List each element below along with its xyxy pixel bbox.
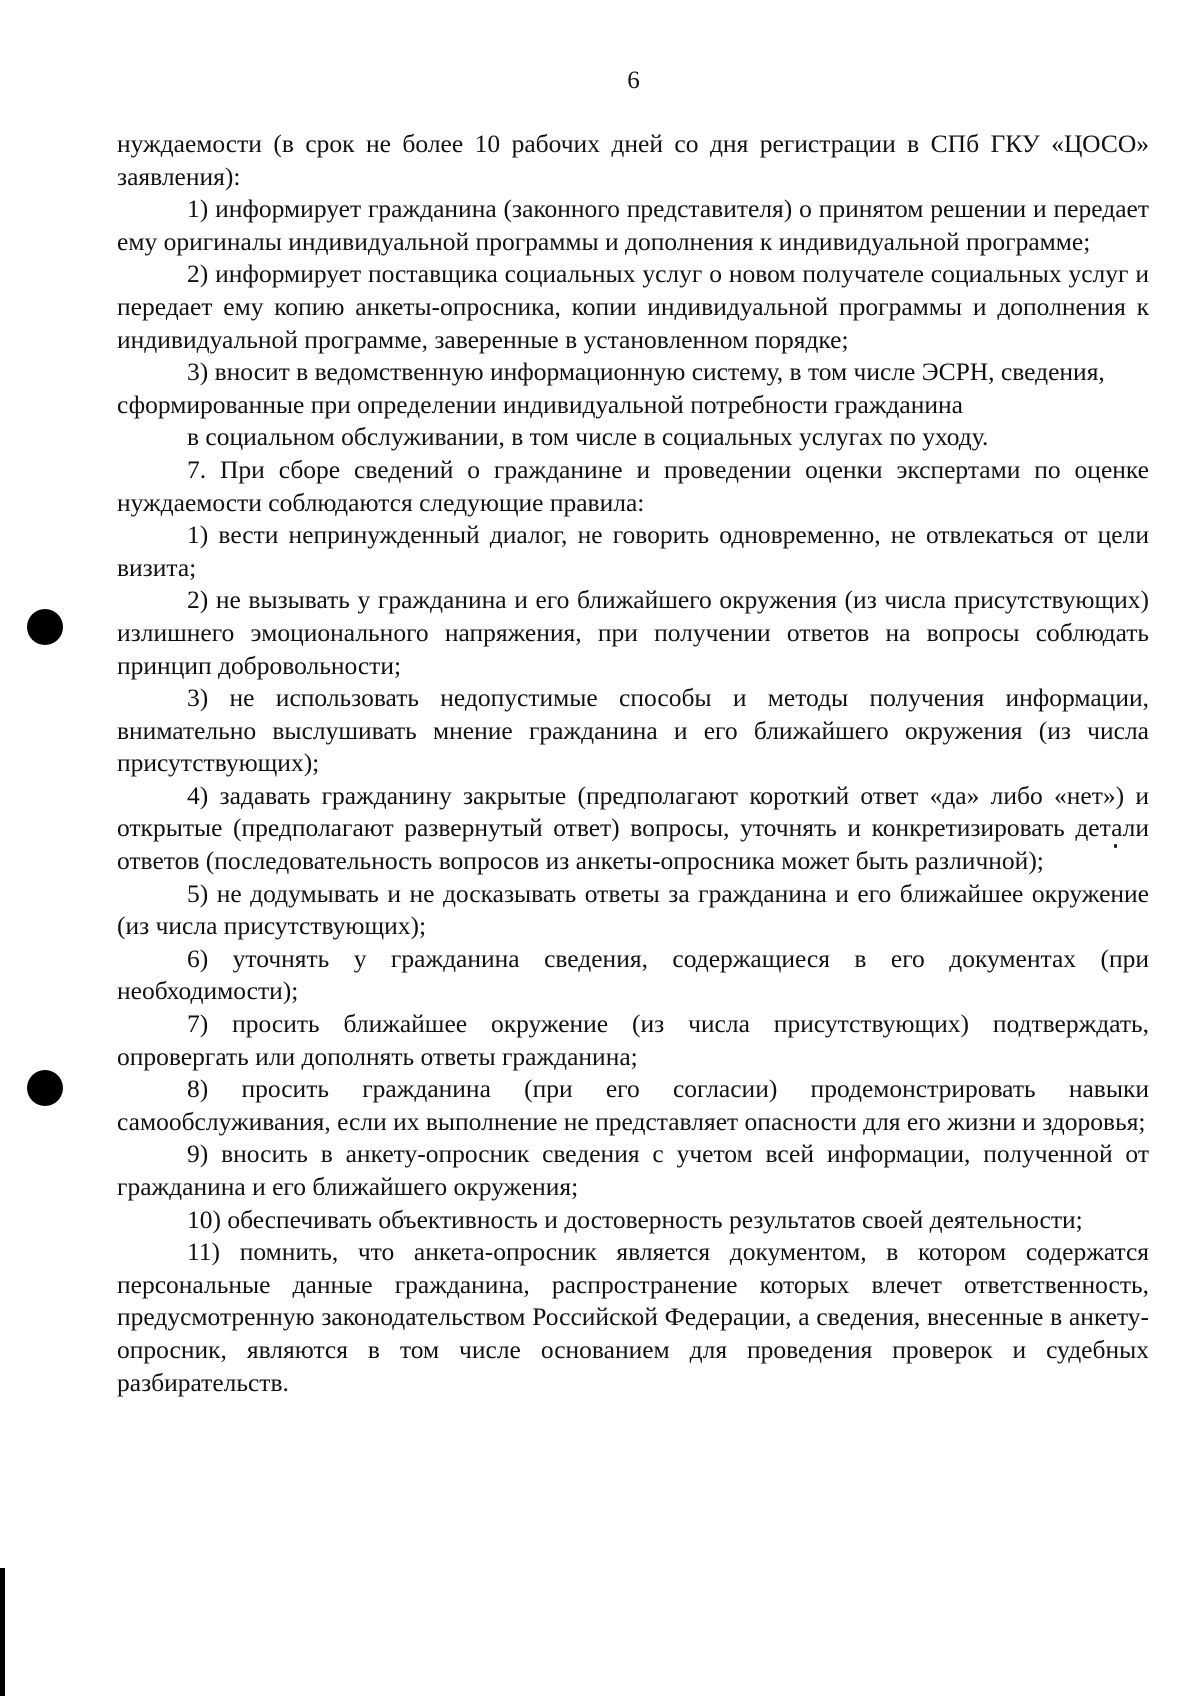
punch-hole-upper [27, 609, 63, 645]
list-item-3-continuation: в социальном обслуживании, в том числе в социальных услугах по уходу. [187, 422, 989, 452]
rule-6-documents: 6) уточнять у гражданина сведения, содержащиеся в его документах (при необходимости); [117, 943, 1149, 1006]
scan-speck [1114, 844, 1117, 848]
section-7-rules-heading: 7. При сборе сведений о гражданине и проведении оценки экспертами по оценке нуждаемости соблюдаются следующие правила: [117, 454, 1149, 517]
rule-8-self-care: 8) просить гражданина (при его согласии) продемонстрировать навыки самообслуживания, если их выполнение не представляет опасности для его жизни и здоровья; [117, 1074, 1149, 1136]
rule-7-confirm: 7) просить ближайшее окружение (из числа присутствующих) подтверждать, опровергать или дополнять ответы гражданина; [117, 1009, 1149, 1071]
rule-11-personal-data: 11) помнить, что анкета-опросник является документом, в котором содержатся персональные данные гражданина, распространение которых влечет ответственность, предусмотренную законодательством Российской Федерации, а сведения, внесенные в анкету-опросник, являются в том числе основанием для проведения проверок и судебных разбирательств. [117, 1237, 1149, 1397]
rule-2-no-tension: 2) не вызывать у гражданина и его ближайшего окружения (из числа присутствующих) излишнего эмоционального напряжения, при получении ответов на вопросы соблюдать принцип добровольности; [117, 585, 1149, 680]
list-item-1-inform-citizen: 1) информирует гражданина (законного представителя) о принятом решении и передает ему оригиналы индивидуальной программы и дополнения к индивидуальной программе; [117, 194, 1149, 256]
punch-hole-lower [27, 1070, 63, 1106]
rule-1-dialog: 1) вести непринужденный диалог, не говорить одновременно, не отвлекаться от цели визита; [117, 520, 1149, 582]
rule-9-questionnaire: 9) вносить в анкету-опросник сведения с учетом всей информации, полученной от гражданина и его ближайшего окружения; [117, 1139, 1149, 1201]
page-number: 6 [627, 67, 640, 94]
list-item-3-enter-system: 3) вносит в ведомственную информационную систему, в том числе ЭСРН, сведения, сформированные при определении индивидуальной потребности гражданина [117, 357, 1105, 419]
document-body [117, 128, 1149, 1399]
rule-10-objectivity: 10) обеспечивать объективность и достоверность результатов своей деятельности; [187, 1204, 1083, 1234]
paragraph-continuation: нуждаемости (в срок не более 10 рабочих дней со дня регистрации в СПб ГКУ «ЦОСО» заявления): [117, 129, 1149, 191]
list-item-2-inform-provider: 2) информирует поставщика социальных услуг о новом получателе социальных услуг и передает ему копию анкеты-опросника, копии индивидуальной программы и дополнения к индивидуальной программе, заверенные в установленном порядке; [117, 259, 1149, 354]
rule-3-methods: 3) не использовать недопустимые способы и методы получения информации, внимательно выслушивать мнение гражданина и его ближайшего окружения (из числа присутствующих); [117, 683, 1149, 778]
rule-4-questions: 4) задавать гражданину закрытые (предполагают короткий ответ «да» либо «нет») и открытые (предполагают развернутый ответ) вопросы, уточнять и конкретизировать детали ответов (последовательность вопросов из анкеты-опросника может быть различной); [117, 780, 1149, 876]
scan-edge-mark [0, 1568, 5, 1696]
rule-5-no-guessing: 5) не додумывать и не досказывать ответы за гражданина и его ближайшее окружение (из числа присутствующих); [117, 878, 1149, 941]
